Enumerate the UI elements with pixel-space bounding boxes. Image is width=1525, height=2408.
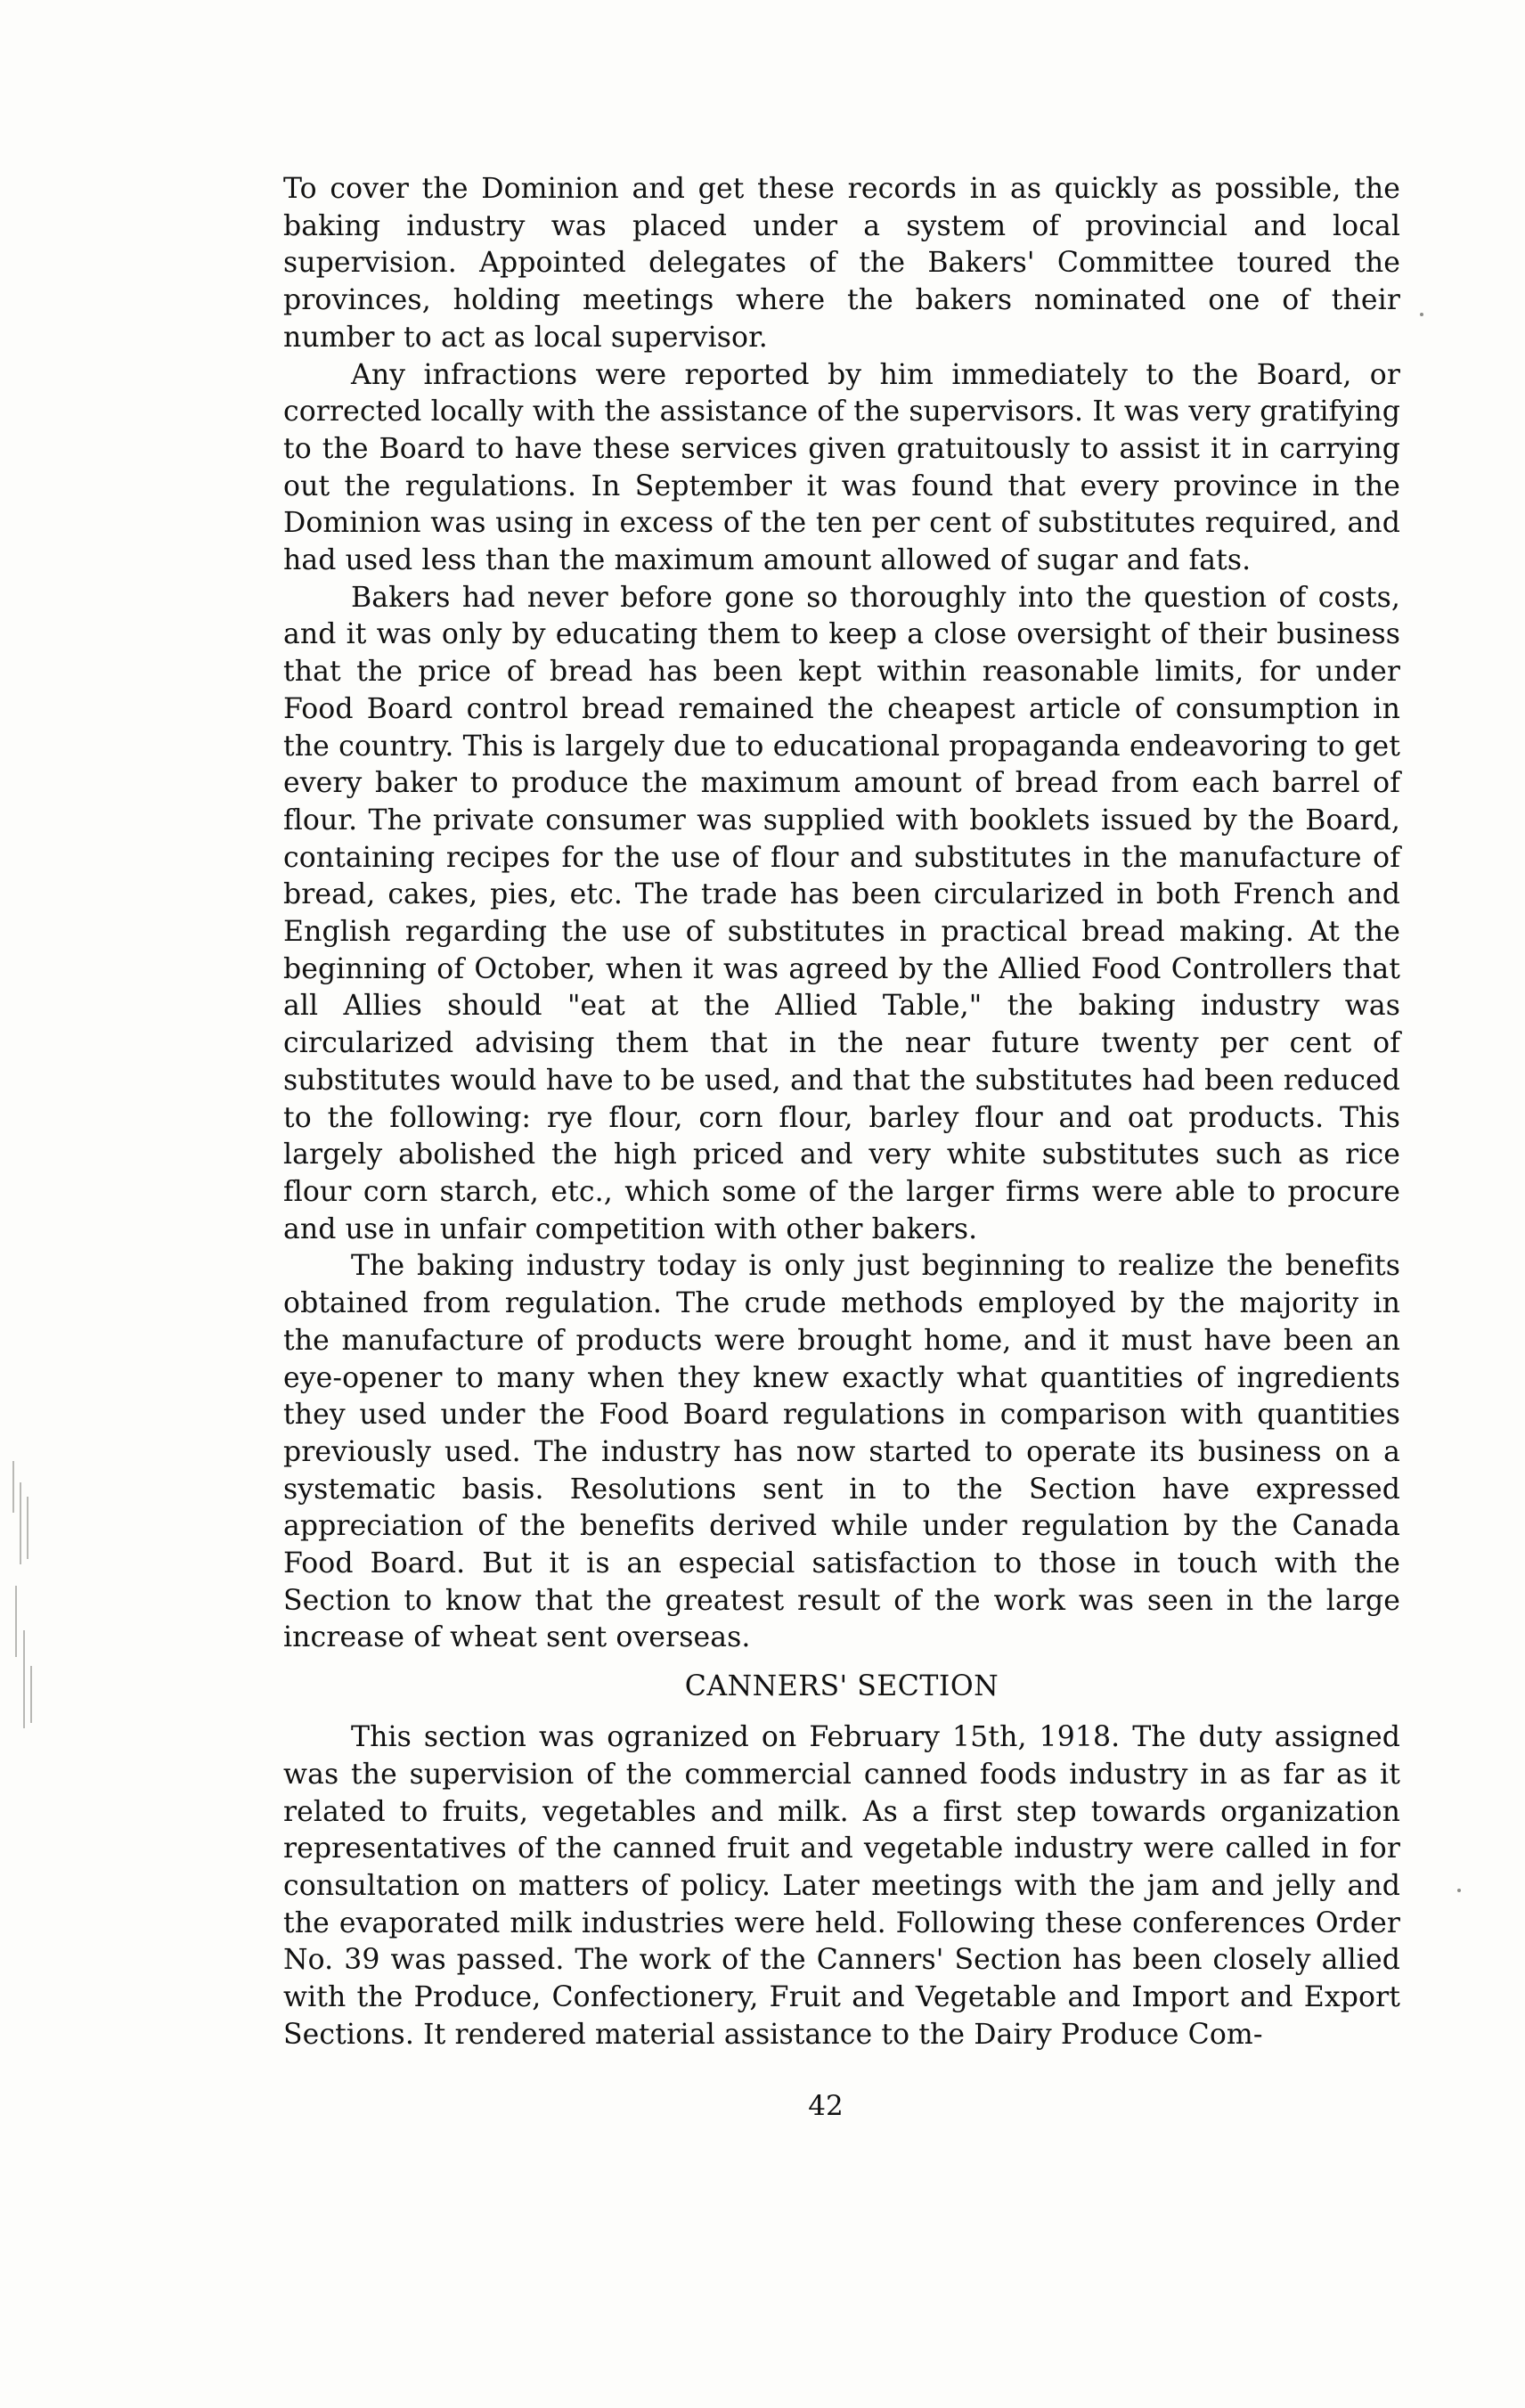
section-heading: CANNERS' SECTION <box>684 1670 999 1703</box>
paragraph-canners-section: This section was ogranized on February 15th, 1918. The duty assigned was the supervision of the commercial canned foods industry in as far as it related to fruits, vegetables and milk. As a first step towards organization representatives of the canned fruit and vegetable industry were called in for consultation on matters of policy. Later meetings with the jam and jelly and the evaporated milk industries were held. Following these conferences Order No. 39 was passed. The work of the Canners' Section has been closely allied with the Produce, Confectionery, Fruit and Vegetable and Import and Export Sections. It rendered material assistance to the Dairy Produce Com- <box>283 1721 1400 2051</box>
scan-speck <box>1457 1889 1461 1892</box>
paragraph-regulation-benefits: The baking industry today is only just beginning to realize the benefits obtained from regulation. The crude methods employed by the majority in the manufacture of products were brought home, and it must have been an eye-opener to many when they knew exactly what quantities of ingredients they used under the Food Board regulations in comparison with quantities previously used. The industry has now started to operate its business on a systematic basis. Resolutions sent in to the Section have expressed appreciation of the benefits derived while under regulation by the Canada Food Board. But it is an especial satisfaction to those in touch with the Section to know that the greatest result of the work was seen in the large increase of wheat sent overseas. <box>283 1250 1400 1654</box>
scan-margin-marks <box>7 1461 48 1764</box>
paragraph-bakers-costs: Bakers had never before gone so thoroughly into the question of costs, and it was only by educating them to keep a close oversight of their business that the price of bread has been kept within reasonable limits, for under Food Board control bread remained the cheapest article of consumption in the country. This is largely due to educational propaganda endeavoring to get every baker to produce the maximum amount of bread from each barrel of flour. The private consumer was supplied with booklets issued by the Board, containing recipes for the use of flour and substitutes in the manufacture of bread, cakes, pies, etc. The trade has been circularized in both French and English regarding the use of substitutes in practical bread making. At the beginning of October, when it was agreed by the Allied Food Controllers that all Allies should "eat at the Allied Table," the baking industry was circularized advising them that in the near future twenty per cent of substitutes would have to be used, and that the substitutes had been reduced to the following: rye flour, corn flour, barley flour and oat products. This largely abolished the high priced and very white substitutes such as rice flour corn starch, etc., which some of the larger firms were able to procure and use in unfair competition with other bakers. <box>283 581 1400 1245</box>
scan-speck <box>1420 313 1423 316</box>
paragraph-infractions: Any infractions were reported by him immediately to the Board, or corrected locally with the assistance of the supervisors. It was very gratifying to the Board to have these services given gratuitously to assist it in carrying out the regulations. In September it was found that every province in the Dominion was using in excess of the ten per cent of substitutes required, and had used less than the maximum amount allowed of sugar and fats. <box>283 358 1400 577</box>
page-number: 42 <box>808 2090 844 2122</box>
body-text <box>283 171 1400 2053</box>
paragraph-supervision: To cover the Dominion and get these records in as quickly as possible, the baking industry was placed under a system of provincial and local supervision. Appointed delegates of the Bakers' Committee toured the provinces, holding meetings where the bakers nominated one of their number to act as local supervisor. <box>283 173 1400 354</box>
